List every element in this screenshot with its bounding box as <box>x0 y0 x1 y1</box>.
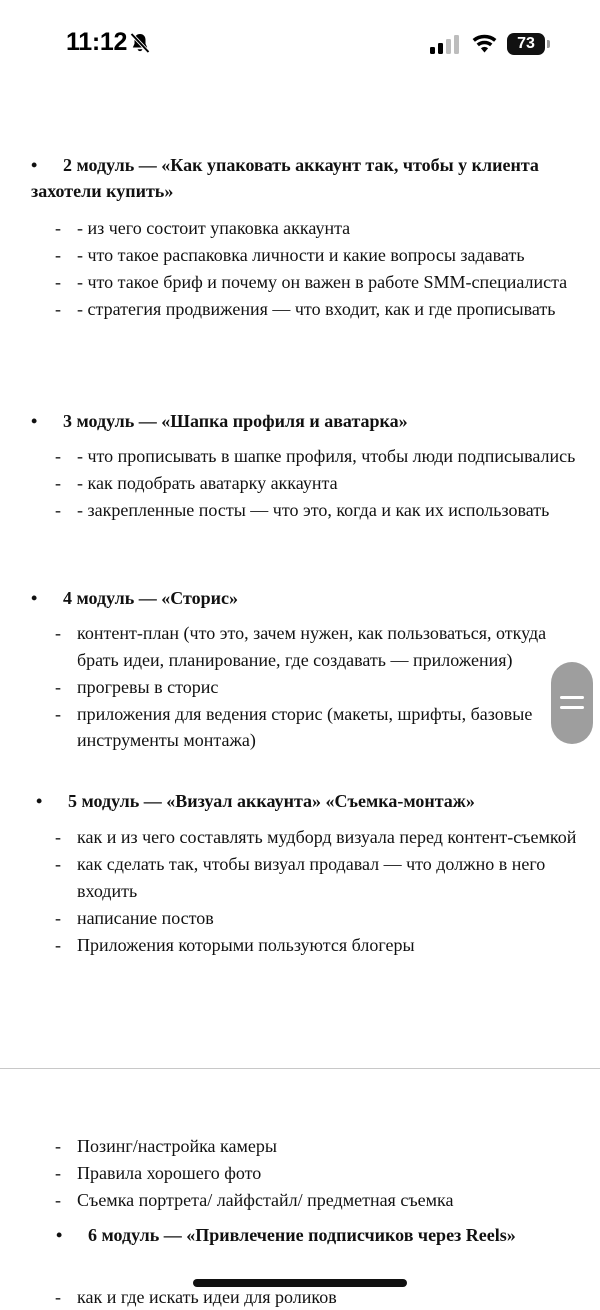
module-3-items <box>0 443 600 524</box>
list-item: - Позинг/настройка камеры <box>55 1136 277 1156</box>
module-3-title <box>31 408 571 434</box>
list-item: - - как подобрать аватарку аккаунта <box>55 473 338 493</box>
bullet-icon: • <box>31 588 38 608</box>
list-item: - - что такое распаковка личности и какие вопросы задавать <box>55 245 525 265</box>
bullet-icon: • <box>36 791 43 811</box>
module-2-items <box>0 215 600 323</box>
bullet-icon: • <box>31 155 38 175</box>
scroll-handle-grip-icon <box>560 696 584 699</box>
module-4-title-text: 4 модуль — «Сторис» <box>63 588 239 608</box>
list-item-cut: как и где искать идеи для роликов <box>77 1287 337 1307</box>
list-item: - Правила хорошего фото <box>55 1163 262 1183</box>
scroll-handle-grip-icon <box>560 706 584 709</box>
module-6-title <box>56 1222 536 1248</box>
list-item-dash: - <box>55 1287 61 1307</box>
list-item: - Съемка портрета/ лайфстайл/ предметная съемка <box>55 1190 454 1210</box>
list-item: - - стратегия продвижения — что входит, как и где прописывать <box>55 299 556 319</box>
bullet-icon: • <box>31 411 38 431</box>
module-3-title-text: 3 модуль — «Шапка профиля и аватарка» <box>63 411 408 431</box>
list-item: - контент-план (что это, зачем нужен, как пользоваться, откуда брать идеи, планирование, где создавать — приложения) <box>55 623 547 670</box>
list-item: - - что прописывать в шапке профиля, чтобы люди подписывались <box>55 446 576 466</box>
list-item: - как сделать так, чтобы визуал продавал — что должно в него входить <box>55 854 546 901</box>
page-divider <box>0 1068 600 1069</box>
module-5-title-text: 5 модуль — «Визуал аккаунта» «Съемка-монтаж» <box>68 791 475 811</box>
module-2-title-text: 2 модуль — «Как упаковать аккаунт так, чтобы у клиента захотели купить» <box>31 155 539 201</box>
page-2-items <box>0 1133 600 1214</box>
home-indicator[interactable] <box>193 1279 407 1287</box>
module-2-title <box>31 152 551 204</box>
battery-level: 73 <box>517 35 535 52</box>
list-item: - приложения для ведения сторис (макеты, шрифты, базовые инструменты монтажа) <box>55 703 533 750</box>
list-item: - написание постов <box>55 907 214 928</box>
list-item: - Приложения которыми пользуются блогеры <box>55 934 415 955</box>
list-item: - - закрепленные посты — что это, когда и как их использовать <box>55 500 550 520</box>
module-5-title <box>36 788 576 814</box>
module-6-title-text: 6 модуль — «Привлечение подписчиков через Reels» <box>88 1225 516 1245</box>
scroll-handle[interactable] <box>551 662 593 744</box>
module-4-items <box>0 620 600 754</box>
module-5-items <box>0 824 600 959</box>
list-item: - - что такое бриф и почему он важен в работе SMM-специалиста <box>55 272 568 292</box>
module-4-title <box>31 585 571 611</box>
list-item: - - из чего состоит упаковка аккаунта <box>55 218 351 238</box>
list-item: - прогревы в сторис <box>55 676 219 697</box>
bullet-icon: • <box>56 1225 63 1245</box>
list-item: - как и из чего составлять мудборд визуала перед контент-съемкой <box>55 827 577 847</box>
status-time: 11:12 <box>66 28 128 56</box>
